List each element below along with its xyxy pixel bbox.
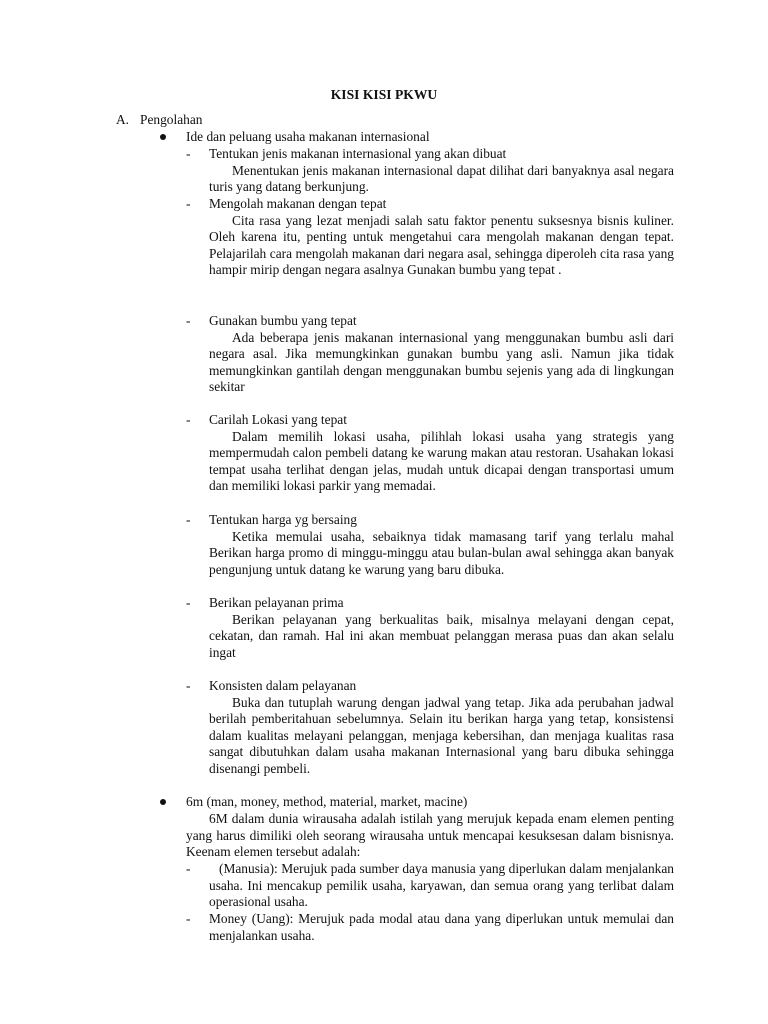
list-item xyxy=(186,196,674,279)
section-name: Pengolahan xyxy=(140,112,203,127)
item-heading: Mengolah makanan dengan tepat xyxy=(209,196,387,211)
item-body: Dalam memilih lokasi usaha, pilihlah lokasi usaha yang strategis yang mempermudah calon pembeli datang ke warung makan atau restoran. Usahakan lokasi tempat usaha terlihat dengan jelas, mudah untuk dicapai dengan transportasi umum dan memiliki lokasi parkir yang memadai. xyxy=(209,428,674,494)
item-body: (Manusia): Merujuk pada sumber daya manusia yang diperlukan dalam menjalankan usaha. Ini mencakup pemilik usaha, karyawan, dan semua orang yang terlibat dalam operasional usaha. xyxy=(209,861,674,910)
item-heading: Gunakan bumbu yang tepat xyxy=(209,313,357,328)
intro-6m-paragraph: 6M dalam dunia wirausaha adalah istilah yang merujuk kepada enam elemen penting yang harus dimiliki oleh seorang wirausaha untuk mencapai kesuksesan dalam bisnisnya. Keenam elemen tersebut adalah: xyxy=(186,811,674,860)
dash-marker: - xyxy=(186,412,191,427)
item-body: Berikan pelayanan yang berkualitas baik, misalnya melayani dengan cepat, cekatan, dan ramah. Hal ini akan membuat pelanggan merasa puas dan akan selalu ingat xyxy=(209,611,674,660)
list-item xyxy=(186,512,674,578)
bullet-dot-icon xyxy=(160,134,166,140)
dash-marker: - xyxy=(186,313,191,328)
item-body: Buka dan tutuplah warung dengan jadwal yang tetap. Jika ada perubahan jadwal berilah pemberitahuan sebelumnya. Selain itu berikan harga yang tetap, konsistensi dalam kualitas melayani pelanggan, menjaga kebersihan, dan menjaga kualitas rasa sangat dibutuhkan dalam usaha makanan Internasional yang baru dibuka sehingga disenangi pembeli. xyxy=(209,694,674,776)
list-item xyxy=(186,595,674,661)
dash-marker: - xyxy=(186,595,191,610)
item-heading: Berikan pelayanan prima xyxy=(209,595,344,610)
dash-marker: - xyxy=(186,512,191,527)
list-item xyxy=(186,678,674,778)
list-item xyxy=(186,861,674,911)
item-body: Ada beberapa jenis makanan internasional yang menggunakan bumbu asli dari negara asal. Jika memungkinkan gunakan bumbu yang asli. Namun jika tidak memungkinkan gantilah dengan menggunakan bumbu sejenis yang ada di lingkungan sekitar xyxy=(209,329,674,395)
item-body: Money (Uang): Merujuk pada modal atau dana yang diperlukan untuk memulai dan menjalankan usaha. xyxy=(209,911,674,943)
list-item xyxy=(186,313,674,396)
item-body: Cita rasa yang lezat menjadi salah satu faktor penentu suksesnya bisnis kuliner. Oleh karena itu, penting untuk mengetahui cara mengolah makanan dengan tepat. Pelajarilah cara mengolah makanan dari negara asal, sehingga diperoleh cita rasa yang hampir mirip dengan negara asalnya Gunakan bumbu yang tepat . xyxy=(209,212,674,278)
document-title: KISI KISI PKWU xyxy=(330,87,438,102)
bullet-dot-icon xyxy=(160,799,166,805)
bullet-text: Ide dan peluang usaha makanan internasional xyxy=(186,129,430,144)
dash-marker: - xyxy=(186,196,191,211)
section-letter: A. xyxy=(116,112,130,127)
dash-marker: - xyxy=(186,911,191,926)
bullet-text: 6m (man, money, method, material, market, macine) xyxy=(186,794,468,809)
list-item xyxy=(186,911,674,944)
item-heading: Tentukan harga yg bersaing xyxy=(209,512,357,527)
item-body: Ketika memulai usaha, sebaiknya tidak mamasang tarif yang terlalu mahal Berikan harga promo di minggu-minggu atau bulan-bulan awal sehingga akan banyak pengunjung untuk datang ke warung yang baru dibuka. xyxy=(209,528,674,577)
item-heading: Konsisten dalam pelayanan xyxy=(209,678,357,693)
list-item xyxy=(186,412,674,495)
item-body: Menentukan jenis makanan internasional dapat dilihat dari banyaknya asal negara turis yang datang berkunjung. xyxy=(209,162,674,195)
item-heading: Carilah Lokasi yang tepat xyxy=(209,412,347,427)
item-heading: Tentukan jenis makanan internasional yang akan dibuat xyxy=(209,146,507,161)
dash-marker: - xyxy=(186,861,191,876)
dash-marker: - xyxy=(186,146,191,161)
dash-marker: - xyxy=(186,678,191,693)
list-item xyxy=(186,146,674,196)
